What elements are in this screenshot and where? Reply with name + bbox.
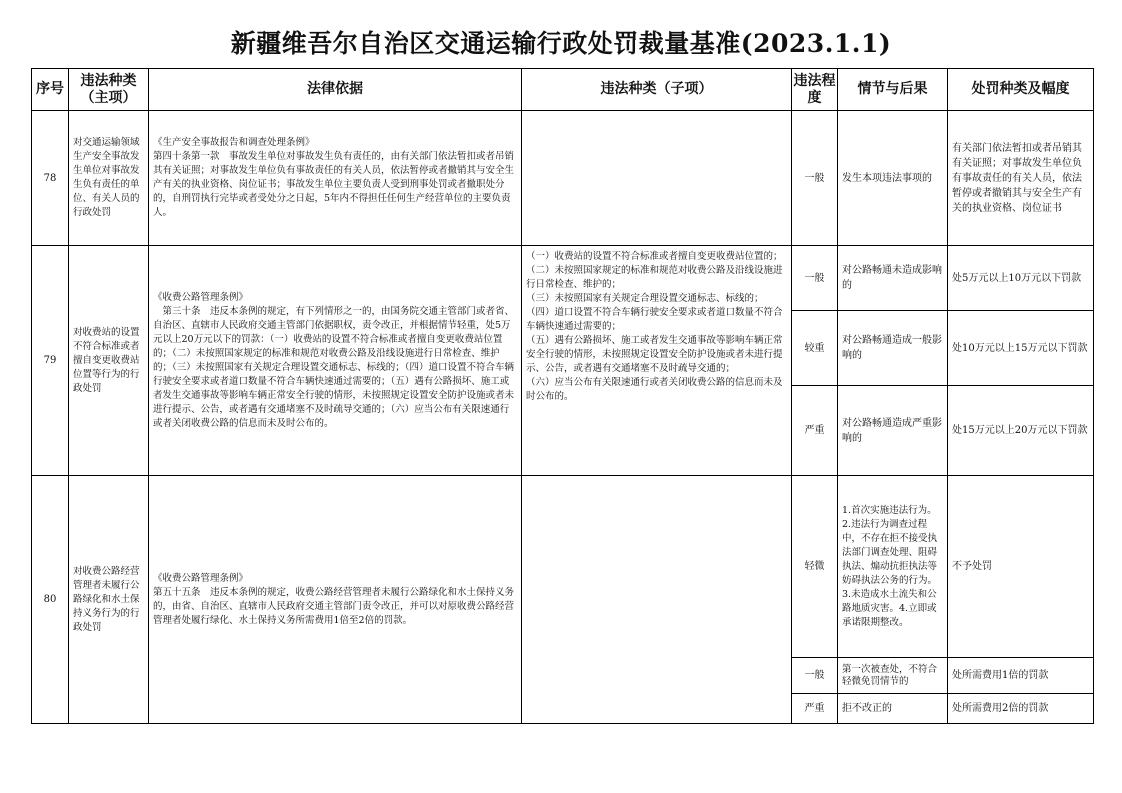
- penalty-cell: 处所需费用1倍的罚款: [948, 658, 1094, 694]
- penalty-cell: 处5万元以上10万元以下罚款: [948, 246, 1094, 311]
- table-row: [32, 111, 1094, 246]
- legal-basis-cell: 《收费公路管理条例》 第五十五条 违反本条例的规定，收费公路经营管理者未履行公路绿化和水土保持义务的，由省、自治区、直辖市人民政府交通主管部门责令改正，并可以对原收费公路经营管理者处履行绿化、水土保持义务所需费用1倍至2倍的罚款。: [149, 476, 522, 724]
- circumstance-cell: 第一次被查处，不符合轻微免罚情节的: [838, 658, 948, 694]
- sub-type-cell: [522, 476, 792, 724]
- document-title: 新疆维吾尔自治区交通运输行政处罚裁量基准(2023.1.1): [230, 29, 892, 58]
- degree-cell: 较重: [792, 311, 838, 386]
- degree-cell: 一般: [792, 246, 838, 311]
- circumstance-cell: 发生本项违法事项的: [838, 111, 948, 246]
- circumstance-cell: 对公路畅通未造成影响的: [838, 246, 948, 311]
- penalty-cell: 处15万元以上20万元以下罚款: [948, 386, 1094, 476]
- seq-cell: 80: [32, 476, 69, 724]
- circumstance-cell: 对公路畅通造成一般影响的: [838, 311, 948, 386]
- penalty-cell: 处所需费用2倍的罚款: [948, 694, 1094, 724]
- legal-basis-cell: 《生产安全事故报告和调查处理条例》 第四十条第一款 事故发生单位对事故发生负有责任的，由有关部门依法暂扣或者吊销其有关证照；对事故发生单位负有事故责任的有关人员，依法暂停或者撤销其与安全生产有关的执业资格、岗位证书；事故发生单位主要负责人受到刑事处罚或者撤职处分的，自刑罚执行完毕或者受处分之日起，5年内不得担任任何生产经营单位的主要负责人。: [149, 111, 522, 246]
- header-degree: 违法程度: [792, 69, 838, 111]
- degree-cell: 严重: [792, 694, 838, 724]
- table-row: [32, 246, 1094, 311]
- penalty-cell: 不予处罚: [948, 476, 1094, 658]
- degree-cell: 轻微: [792, 476, 838, 658]
- degree-cell: 一般: [792, 111, 838, 246]
- header-row: [32, 69, 1094, 111]
- main-type-cell: 对收费站的设置不符合标准或者擅自变更收费站位置等行为的行政处罚: [69, 246, 149, 476]
- header-seq: 序号: [32, 69, 69, 111]
- header-penalty: 处罚种类及幅度: [948, 69, 1094, 111]
- table-row: [32, 476, 1094, 658]
- seq-cell: 79: [32, 246, 69, 476]
- penalty-cell: 处10万元以上15万元以下罚款: [948, 311, 1094, 386]
- circumstance-cell: 对公路畅通造成严重影响的: [838, 386, 948, 476]
- penalty-standard-table: [31, 68, 1094, 724]
- main-type-cell: 对收费公路经营管理者未履行公路绿化和水土保持义务行为的行政处罚: [69, 476, 149, 724]
- sub-type-cell: [522, 111, 792, 246]
- header-legal-basis: 法律依据: [149, 69, 522, 111]
- circumstance-cell: 1.首次实施违法行为。2.违法行为调查过程中，不存在拒不接受执法部门调查处理、阻碍执法、煽动抗拒执法等妨碍执法公务的行为。3.未造成水土流失和公路地质灾害。4.立即或承诺限期整改。: [838, 476, 948, 658]
- seq-cell: 78: [32, 111, 69, 246]
- header-main-type: 违法种类（主项）: [69, 69, 149, 111]
- header-sub-type: 违法种类（子项）: [522, 69, 792, 111]
- circumstance-cell: 拒不改正的: [838, 694, 948, 724]
- degree-cell: 严重: [792, 386, 838, 476]
- main-type-cell: 对交通运输领域生产安全事故发生单位对事故发生负有责任的单位、有关人员的行政处罚: [69, 111, 149, 246]
- header-circumstance: 情节与后果: [838, 69, 948, 111]
- penalty-cell: 有关部门依法暂扣或者吊销其有关证照；对事故发生单位负有事故责任的有关人员，依法暂停或者撤销其与安全生产有关的执业资格、岗位证书: [948, 111, 1094, 246]
- sub-type-cell: （一）收费站的设置不符合标准或者擅自变更收费站位置的； （二）未按照国家规定的标准和规范对收费公路及沿线设施进行日常检查、维护的； （三）未按照国家有关规定合理设置交通标志、标线的； （四）道口设置不符合车辆行驶安全要求或者道口数量不符合车辆快速通过需要的； （五）遇有公路损坏、施工或者发生交通事故等影响车辆正常安全行驶的情形，未按照规定设置安全防护设施或者未进行提示、公告，或者遇有交通堵塞不及时疏导交通的； （六）应当公布有关限速通行或者关闭收费公路的信息而未及时公布的。: [522, 246, 792, 476]
- legal-basis-cell: 《收费公路管理条例》 第三十条 违反本条例的规定，有下列情形之一的，由国务院交通主管部门或者省、自治区、直辖市人民政府交通主管部门依据职权，责令改正，并根据情节轻重，处5万元以上20万元以下的罚款：（一）收费站的设置不符合标准或者擅自变更收费站位置的；（二）未按照国家规定的标准和规范对收费公路及沿线设施进行日常检查、维护的；（三）未按照国家有关规定合理设置交通标志、标线的；（四）道口设置不符合车辆行驶安全要求或者道口数量不符合车辆快速通过需要的；（五）遇有公路损坏、施工或者发生交通事故等影响车辆正常安全行驶的情形，未按照规定设置安全防护设施或者未进行提示、公告，或者遇有交通堵塞不及时疏导交通的；（六）应当公布有关限速通行或者关闭收费公路的信息而未及时公布的。: [149, 246, 522, 476]
- degree-cell: 一般: [792, 658, 838, 694]
